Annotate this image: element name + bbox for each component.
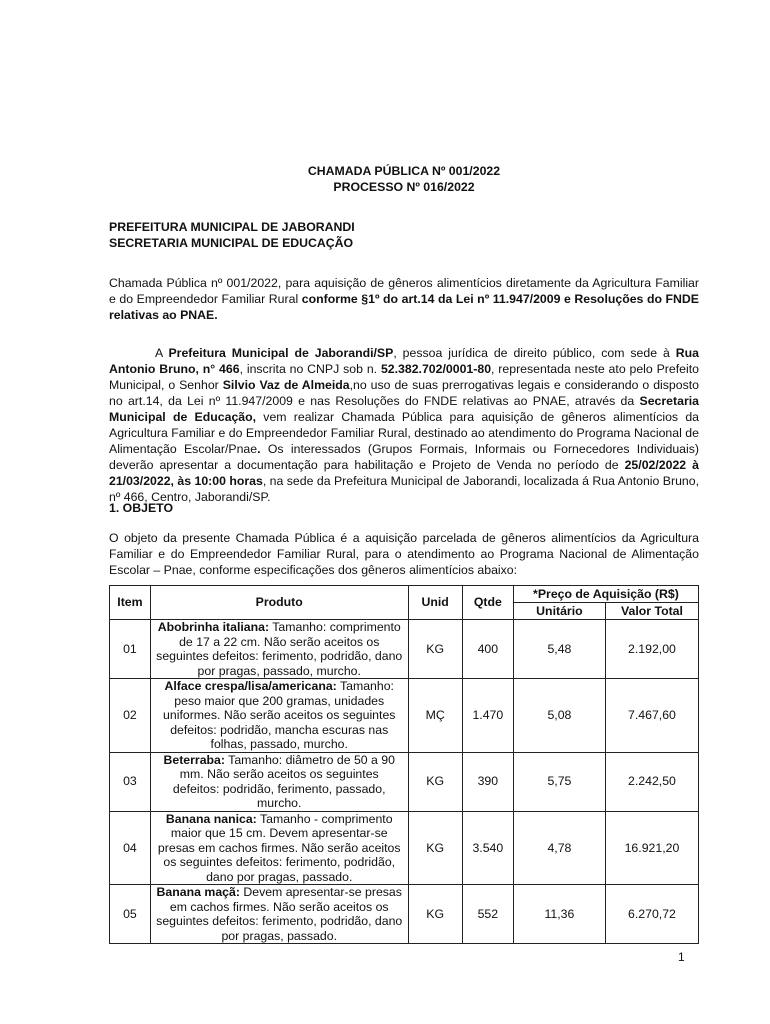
organization-name: PREFEITURA MUNICIPAL DE JABORANDI	[109, 220, 355, 234]
intro-bold-text: 52.382.702/0001-80	[380, 362, 492, 376]
product-name: Banana nanica:	[165, 811, 257, 826]
cell-produto	[150, 620, 408, 679]
cell-item: 03	[110, 752, 151, 811]
title-line-2: PROCESSO Nº 016/2022	[333, 180, 475, 194]
intro-text: Os interessados (Grupos Formais, Informais ou Fornecedores Individuais) deverão apresentar a documentação para habilitação e Projeto de Venda no período de	[109, 442, 699, 472]
cell-valor-total: 2.242,50	[605, 752, 698, 811]
cell-unitario: 5,75	[513, 752, 605, 811]
cell-item: 01	[110, 620, 151, 679]
cell-unitario: 5,48	[513, 620, 605, 679]
intro-bold-text: Secretaria Municipal de Educação,	[109, 394, 699, 424]
cell-unitario: 5,08	[513, 679, 605, 753]
header-valor-total: Valor Total	[605, 603, 698, 620]
cell-qtde: 390	[462, 752, 513, 811]
items-table	[109, 585, 699, 944]
cell-unitario: 4,78	[513, 811, 605, 885]
intro-text: A	[155, 346, 169, 360]
department-name: SECRETARIA MUNICIPAL DE EDUCAÇÃO	[109, 236, 354, 250]
intro-text: , representada neste ato pelo Prefeito Municipal, o Senhor	[109, 362, 699, 392]
product-description: Tamanho: peso maior que 200 gramas, unidades uniformes. Não serão aceitos os seguintes defeitos: podridão, mancha escuras nas folhas, passado, murcho.	[163, 679, 396, 751]
header-qtde: Qtde	[462, 586, 513, 620]
intro-text: , inscrita no CNPJ sob n.	[239, 362, 381, 376]
header-unitario: Unitário	[513, 603, 605, 620]
cell-unid: KG	[408, 885, 462, 944]
cell-qtde: 3.540	[462, 811, 513, 885]
title-line-1: CHAMADA PÚBLICA Nº 001/2022	[307, 164, 501, 178]
cell-valor-total: 16.921,20	[605, 811, 698, 885]
intro-text: , na sede da Prefeitura Municipal de Jaborandi, localizada á Rua Antonio Bruno, nº 466, Centro, Jaborandi/SP.	[109, 474, 700, 504]
table-row	[110, 811, 699, 885]
cell-valor-total: 2.192,00	[605, 620, 698, 679]
product-description: Devem apresentar-se presas em cachos firmes. Não serão aceitos os seguintes defeitos: ferimento, podridão, dano por pragas, passado.	[156, 885, 403, 943]
header-preco: *Preço de Aquisição (R$)	[513, 586, 698, 603]
cell-produto	[150, 679, 408, 753]
intro-bold-text: Rua Antonio Bruno, n° 466	[109, 346, 699, 376]
header-item: Item	[110, 586, 151, 620]
page-number: 1	[678, 950, 685, 964]
intro-bold-text: .	[257, 442, 261, 456]
table-row	[110, 679, 699, 753]
header-produto: Produto	[150, 586, 408, 620]
cell-unid: KG	[408, 752, 462, 811]
section-heading-objeto: 1. OBJETO	[109, 501, 174, 515]
table-row	[110, 752, 699, 811]
cell-qtde: 1.470	[462, 679, 513, 753]
table-row	[110, 885, 699, 944]
document-title	[109, 163, 699, 195]
cell-unid: KG	[408, 811, 462, 885]
cell-item: 02	[110, 679, 151, 753]
summary-legal-reference: conforme §1º do art.14 da Lei nº 11.947/2009 e Resoluções do FNDE relativas ao PNAE.	[109, 292, 699, 322]
section-objeto-text: O objeto da presente Chamada Pública é a aquisição parcelada de gêneros alimentícios da Agricultura Familiar e do Empreendedor Familiar Rural, para o atendimento ao Programa Nacional de Alimentação Escolar – Pnae, conforme especificações dos gêneros alimentícios abaixo:	[109, 531, 699, 577]
intro-text: vem realizar Chamada Pública para aquisição de gêneros alimentícios da Agricultura Familiar e do Empreendedor Familiar Rural, destinado ao atendimento do Programa Nacional de Alimentação Escolar/Pnae	[109, 410, 699, 456]
cell-qtde: 400	[462, 620, 513, 679]
intro-paragraph	[109, 345, 699, 505]
product-name: Abobrinha italiana:	[157, 620, 270, 634]
cell-produto	[150, 811, 408, 885]
cell-item: 05	[110, 885, 151, 944]
product-name: Banana maçã:	[156, 885, 240, 899]
cell-unitario: 11,36	[513, 885, 605, 944]
table-header-row	[110, 586, 699, 603]
cell-produto	[150, 752, 408, 811]
intro-bold-text: 25/02/2022 à 21/03/2022, às 10:00 horas	[109, 458, 699, 488]
intro-text: , pessoa jurídica de direito público, com sede à	[393, 346, 676, 360]
summary-text: Chamada Pública nº 001/2022, para aquisição de gêneros alimentícios diretamente da Agricultura Familiar e do Empreendedor Familiar Rural	[109, 276, 699, 306]
table-row	[110, 620, 699, 679]
intro-text: ,no uso de suas prerrogativas legais e considerando o disposto no art.14, da Lei nº 11.947/2009 e nas Resoluções do FNDE relativas ao PNAE, através da	[109, 378, 699, 408]
intro-bold-text: Prefeitura Municipal de Jaborandi/SP	[168, 346, 394, 360]
product-description: Tamanho - comprimento maior que 15 cm. Devem apresentar-se presas em cachos firmes. Não serão aceitos os seguintes defeitos: ferimento, podridão, dano por pragas, passado.	[157, 811, 401, 884]
product-description: Tamanho: diâmetro de 50 a 90 mm. Não serão aceitos os seguintes defeitos: podridão, ferimento, passado, murcho.	[172, 752, 395, 810]
cell-valor-total: 7.467,60	[605, 679, 698, 753]
intro-bold-text: Silvio Vaz de Almeida	[222, 378, 350, 392]
product-name: Alface crespa/lisa/americana:	[164, 679, 337, 693]
cell-unid: KG	[408, 620, 462, 679]
product-name: Beterraba:	[163, 752, 225, 767]
product-description: Tamanho: comprimento de 17 a 22 cm. Não serão aceitos os seguintes defeitos: ferimento, podridão, dano por pragas, passado, murcho.	[156, 620, 403, 678]
header-unid: Unid	[408, 586, 462, 620]
summary-paragraph	[109, 275, 699, 323]
organization-block	[109, 219, 699, 251]
cell-qtde: 552	[462, 885, 513, 944]
cell-unid: MÇ	[408, 679, 462, 753]
cell-produto	[150, 885, 408, 944]
cell-item: 04	[110, 811, 151, 885]
cell-valor-total: 6.270,72	[605, 885, 698, 944]
